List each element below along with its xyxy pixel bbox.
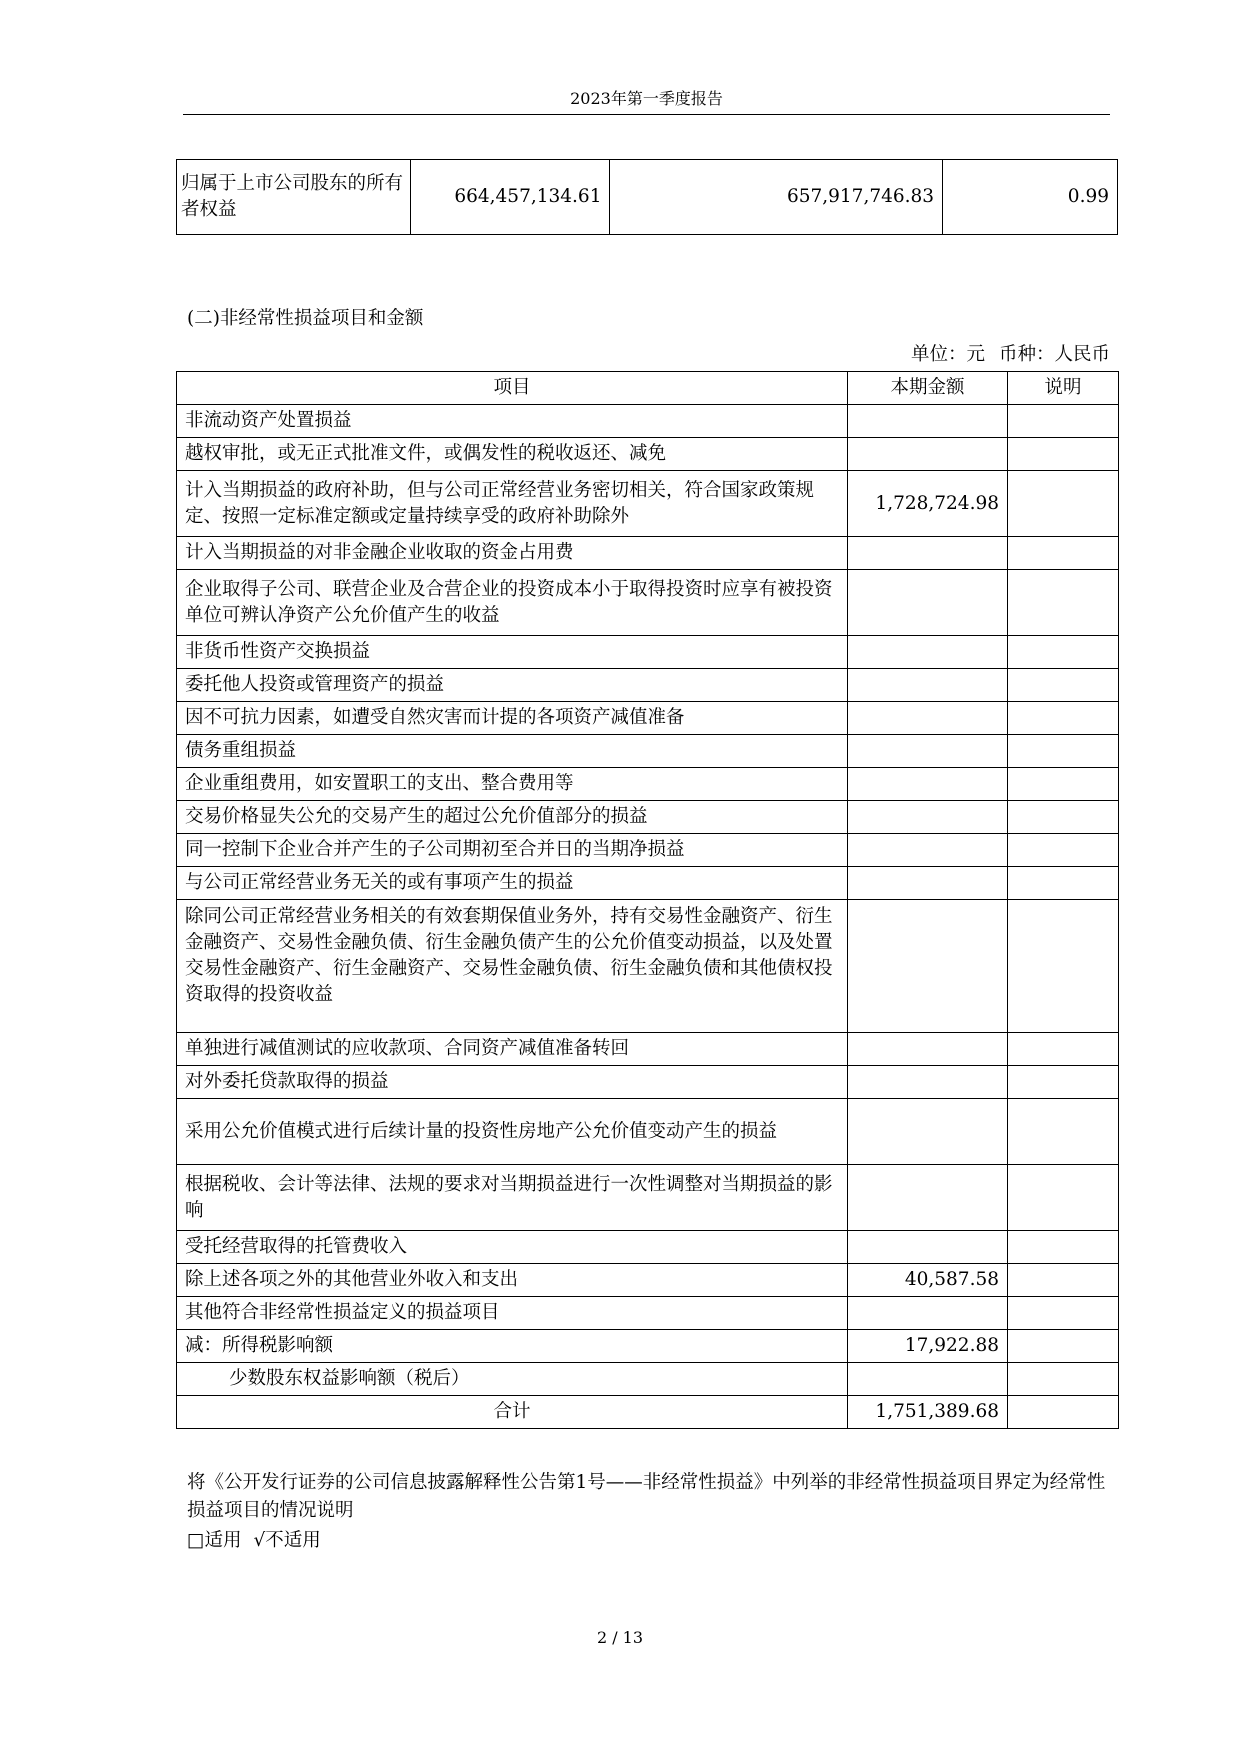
table-row (177, 669, 1119, 702)
row-amount (848, 438, 1008, 471)
row-note (1008, 471, 1119, 537)
row-amount: 40,587.58 (848, 1264, 1008, 1297)
row-note (1008, 1330, 1119, 1363)
table-row (177, 834, 1119, 867)
row-note (1008, 768, 1119, 801)
row-amount (848, 1066, 1008, 1099)
row-amount (848, 735, 1008, 768)
row-amount (848, 669, 1008, 702)
total-note (1008, 1396, 1119, 1429)
row-amount (848, 1099, 1008, 1165)
row-note (1008, 1165, 1119, 1231)
table-row (177, 1264, 1119, 1297)
table-header-row (177, 372, 1119, 405)
row-item: 交易价格显失公允的交易产生的超过公允价值部分的损益 (177, 801, 848, 834)
row-amount (848, 867, 1008, 900)
row-item: 计入当期损益的对非金融企业收取的资金占用费 (177, 537, 848, 570)
row-item: 除同公司正常经营业务相关的有效套期保值业务外，持有交易性金融资产、衍生金融资产、交易性金融负债、衍生金融负债产生的公允价值变动损益，以及处置交易性金融资产、衍生金融资产、交易性金融负债、衍生金融负债和其他债权投资取得的投资收益 (177, 900, 848, 1033)
row-amount (848, 1231, 1008, 1264)
table-row (177, 570, 1119, 636)
table-row (177, 735, 1119, 768)
row-item: 非流动资产处置损益 (177, 405, 848, 438)
row-item: 单独进行减值测试的应收款项、合同资产减值准备转回 (177, 1033, 848, 1066)
row-item: 委托他人投资或管理资产的损益 (177, 669, 848, 702)
row-amount (848, 702, 1008, 735)
table-row (177, 1033, 1119, 1066)
row-item: 减：所得税影响额 (177, 1330, 848, 1363)
row-item: 采用公允价值模式进行后续计量的投资性房地产公允价值变动产生的损益 (177, 1099, 848, 1165)
row-note (1008, 438, 1119, 471)
nonrecurring-items-table (176, 371, 1119, 1429)
equity-previous: 657,917,746.83 (610, 160, 943, 235)
row-note (1008, 834, 1119, 867)
table-row (177, 801, 1119, 834)
row-item: 受托经营取得的托管费收入 (177, 1231, 848, 1264)
row-item: 越权审批，或无正式批准文件，或偶发性的税收返还、减免 (177, 438, 848, 471)
row-item: 因不可抗力因素，如遭受自然灾害而计提的各项资产减值准备 (177, 702, 848, 735)
row-amount (848, 636, 1008, 669)
row-amount (848, 1297, 1008, 1330)
row-item: 根据税收、会计等法律、法规的要求对当期损益进行一次性调整对当期损益的影响 (177, 1165, 848, 1231)
row-note (1008, 537, 1119, 570)
row-item: 与公司正常经营业务无关的或有事项产生的损益 (177, 867, 848, 900)
equity-current: 664,457,134.61 (410, 160, 610, 235)
row-item: 除上述各项之外的其他营业外收入和支出 (177, 1264, 848, 1297)
table-row (177, 537, 1119, 570)
equity-label: 归属于上市公司股东的所有者权益 (177, 160, 411, 235)
row-note (1008, 1099, 1119, 1165)
row-amount (848, 1033, 1008, 1066)
unit-line (897, 342, 1110, 368)
row-amount (848, 405, 1008, 438)
equity-change: 0.99 (943, 160, 1118, 235)
row-item: 计入当期损益的政府补助，但与公司正常经营业务密切相关，符合国家政策规定、按照一定标准定额或定量持续享受的政府补助除外 (177, 471, 848, 537)
row-amount (848, 801, 1008, 834)
table-row (177, 405, 1119, 438)
table-row (177, 1165, 1119, 1231)
row-note (1008, 735, 1119, 768)
row-amount (848, 768, 1008, 801)
row-amount (848, 834, 1008, 867)
option-not-applicable: √不适用 (253, 1530, 321, 1551)
row-note (1008, 405, 1119, 438)
row-item: 同一控制下企业合并产生的子公司期初至合并日的当期净损益 (177, 834, 848, 867)
equity-summary-table (176, 159, 1118, 235)
unit-label: 单位：元 (910, 344, 985, 365)
row-note (1008, 801, 1119, 834)
reclassification-note: 将《公开发行证券的公司信息披露解释性公告第1号——非经常性损益》中列举的非经常性损益项目界定为经常性损益项目的情况说明 (187, 1472, 1106, 1521)
total-label: 合计 (177, 1396, 848, 1429)
column-header-note: 说明 (1008, 372, 1119, 405)
row-note (1008, 1264, 1119, 1297)
currency-label: 币种：人民币 (998, 344, 1110, 365)
row-note (1008, 1231, 1119, 1264)
row-note (1008, 900, 1119, 1033)
applicability-options (187, 1527, 333, 1555)
page-number: 2 / 13 (596, 1628, 644, 1647)
row-item: 企业取得子公司、联营企业及合营企业的投资成本小于取得投资时应享有被投资单位可辨认净资产公允价值产生的收益 (177, 570, 848, 636)
column-header-item: 项目 (177, 372, 848, 405)
row-note (1008, 867, 1119, 900)
table-row (177, 471, 1119, 537)
table-row (177, 1231, 1119, 1264)
header-divider (183, 114, 1110, 115)
row-note (1008, 1297, 1119, 1330)
row-note (1008, 636, 1119, 669)
table-row (177, 160, 1118, 235)
row-note (1008, 1363, 1119, 1396)
row-amount (848, 1363, 1008, 1396)
row-item: 其他符合非经常性损益定义的损益项目 (177, 1297, 848, 1330)
row-note (1008, 1033, 1119, 1066)
total-row (177, 1396, 1119, 1429)
row-amount (848, 570, 1008, 636)
row-note (1008, 570, 1119, 636)
row-item: 对外委托贷款取得的损益 (177, 1066, 848, 1099)
table-row (177, 1099, 1119, 1165)
row-amount: 1,728,724.98 (848, 471, 1008, 537)
table-row (177, 900, 1119, 1033)
table-row (177, 438, 1119, 471)
total-amount: 1,751,389.68 (848, 1396, 1008, 1429)
table-row (177, 702, 1119, 735)
row-note (1008, 702, 1119, 735)
table-row (177, 1363, 1119, 1396)
table-row (177, 1066, 1119, 1099)
table-row (177, 768, 1119, 801)
table-row (177, 1297, 1119, 1330)
row-amount (848, 1165, 1008, 1231)
table-row (177, 1330, 1119, 1363)
table-row (177, 867, 1119, 900)
section-title: (二)非经常性损益项目和金额 (187, 308, 424, 329)
row-item: 债务重组损益 (177, 735, 848, 768)
row-item: 非货币性资产交换损益 (177, 636, 848, 669)
row-amount (848, 900, 1008, 1033)
column-header-amount: 本期金额 (848, 372, 1008, 405)
row-item: 企业重组费用，如安置职工的支出、整合费用等 (177, 768, 848, 801)
page-header: 2023年第一季度报告 (570, 89, 723, 108)
table-row (177, 636, 1119, 669)
row-item: 少数股东权益影响额（税后） (177, 1363, 848, 1396)
option-applicable: □适用 (187, 1530, 242, 1551)
row-amount (848, 537, 1008, 570)
row-note (1008, 669, 1119, 702)
row-amount: 17,922.88 (848, 1330, 1008, 1363)
row-note (1008, 1066, 1119, 1099)
